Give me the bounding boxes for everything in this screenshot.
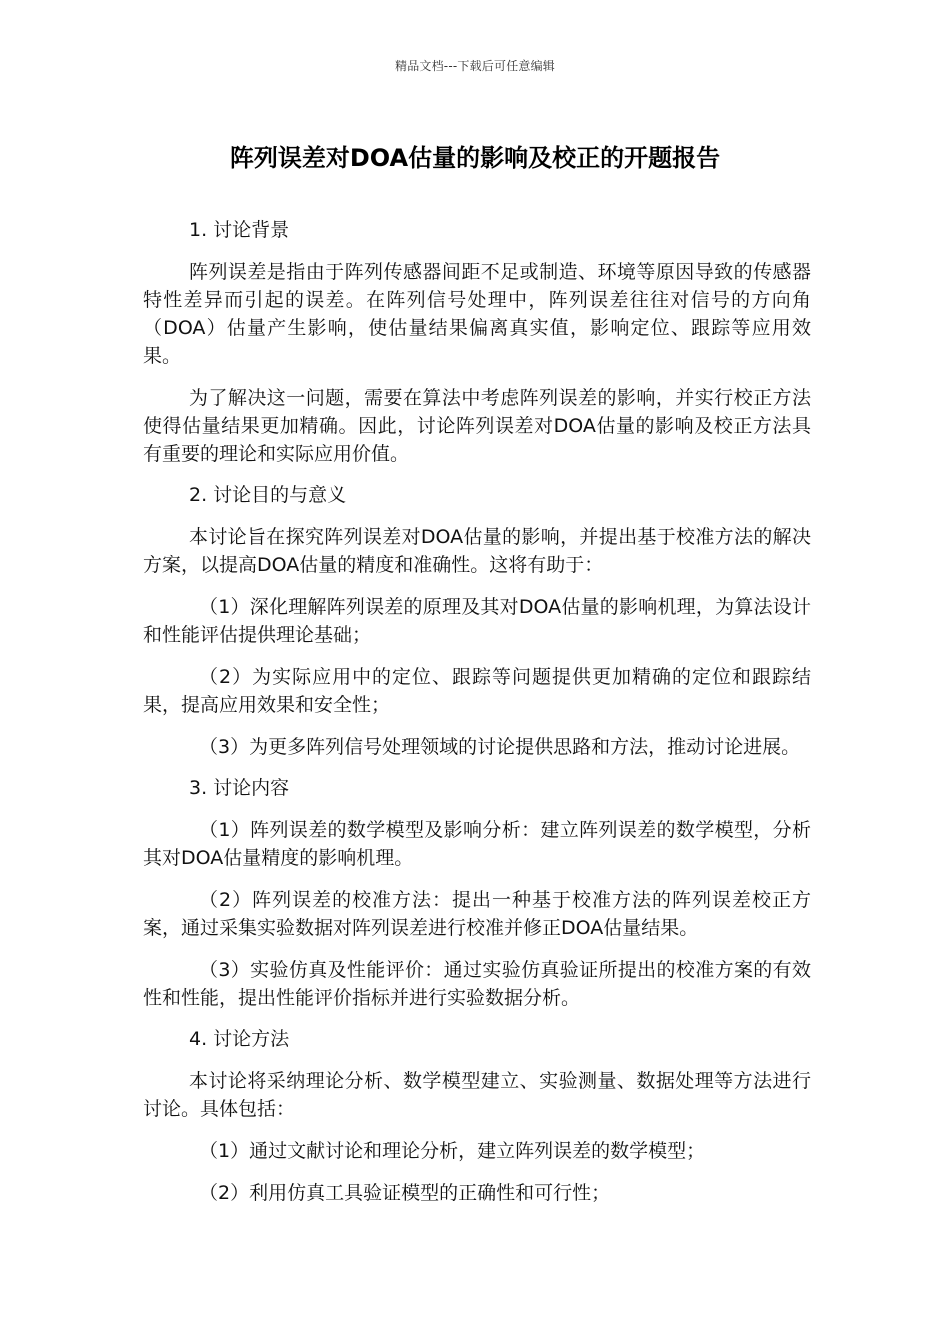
document-body	[143, 216, 811, 1207]
list-item: （3）为更多阵列信号处理领域的讨论提供思路和方法，推动讨论进展。	[199, 736, 801, 758]
header-note: 精品文档---下载后可任意编辑	[395, 59, 555, 73]
list-item: （2）为实际应用中的定位、跟踪等问题提供更加精确的定位和跟踪结果，提高应用效果和安全性；	[143, 666, 811, 716]
section-heading-background: 1. 讨论背景	[189, 219, 290, 241]
paragraph: 本讨论将采纳理论分析、数学模型建立、实验测量、数据处理等方法进行讨论。具体包括：	[143, 1070, 811, 1120]
section-heading-purpose: 2. 讨论目的与意义	[189, 484, 347, 506]
paragraph: 为了解决这一问题，需要在算法中考虑阵列误差的影响，并实行校正方法使得估量结果更加精确。因此，讨论阵列误差对DOA估量的影响及校正方法具有重要的理论和实际应用价值。	[143, 387, 811, 465]
section-heading-method: 4. 讨论方法	[189, 1028, 290, 1050]
paragraph: 阵列误差是指由于阵列传感器间距不足或制造、环境等原因导致的传感器特性差异而引起的误差。在阵列信号处理中，阵列误差往往对信号的方向角（DOA）估量产生影响，使估量结果偏离真实值，影响定位、跟踪等应用效果。	[143, 261, 811, 367]
list-item: （2）利用仿真工具验证模型的正确性和可行性；	[199, 1182, 611, 1204]
list-item: （1）深化理解阵列误差的原理及其对DOA估量的影响机理，为算法设计和性能评估提供理论基础；	[143, 596, 811, 646]
section-heading-content: 3. 讨论内容	[189, 777, 290, 799]
list-item: （3）实验仿真及性能评价：通过实验仿真验证所提出的校准方案的有效性和性能，提出性能评价指标并进行实验数据分析。	[143, 959, 811, 1009]
document-title: 阵列误差对DOA估量的影响及校正的开题报告	[229, 144, 721, 172]
list-item: （2）阵列误差的校准方法：提出一种基于校准方法的阵列误差校正方案，通过采集实验数据对阵列误差进行校准并修正DOA估量结果。	[143, 889, 811, 939]
list-item: （1）通过文献讨论和理论分析，建立阵列误差的数学模型；	[199, 1140, 706, 1162]
paragraph: 本讨论旨在探究阵列误差对DOA估量的影响，并提出基于校准方法的解决方案，以提高DOA估量的精度和准确性。这将有助于：	[143, 526, 811, 576]
list-item: （1）阵列误差的数学模型及影响分析：建立阵列误差的数学模型，分析其对DOA估量精度的影响机理。	[143, 819, 811, 869]
